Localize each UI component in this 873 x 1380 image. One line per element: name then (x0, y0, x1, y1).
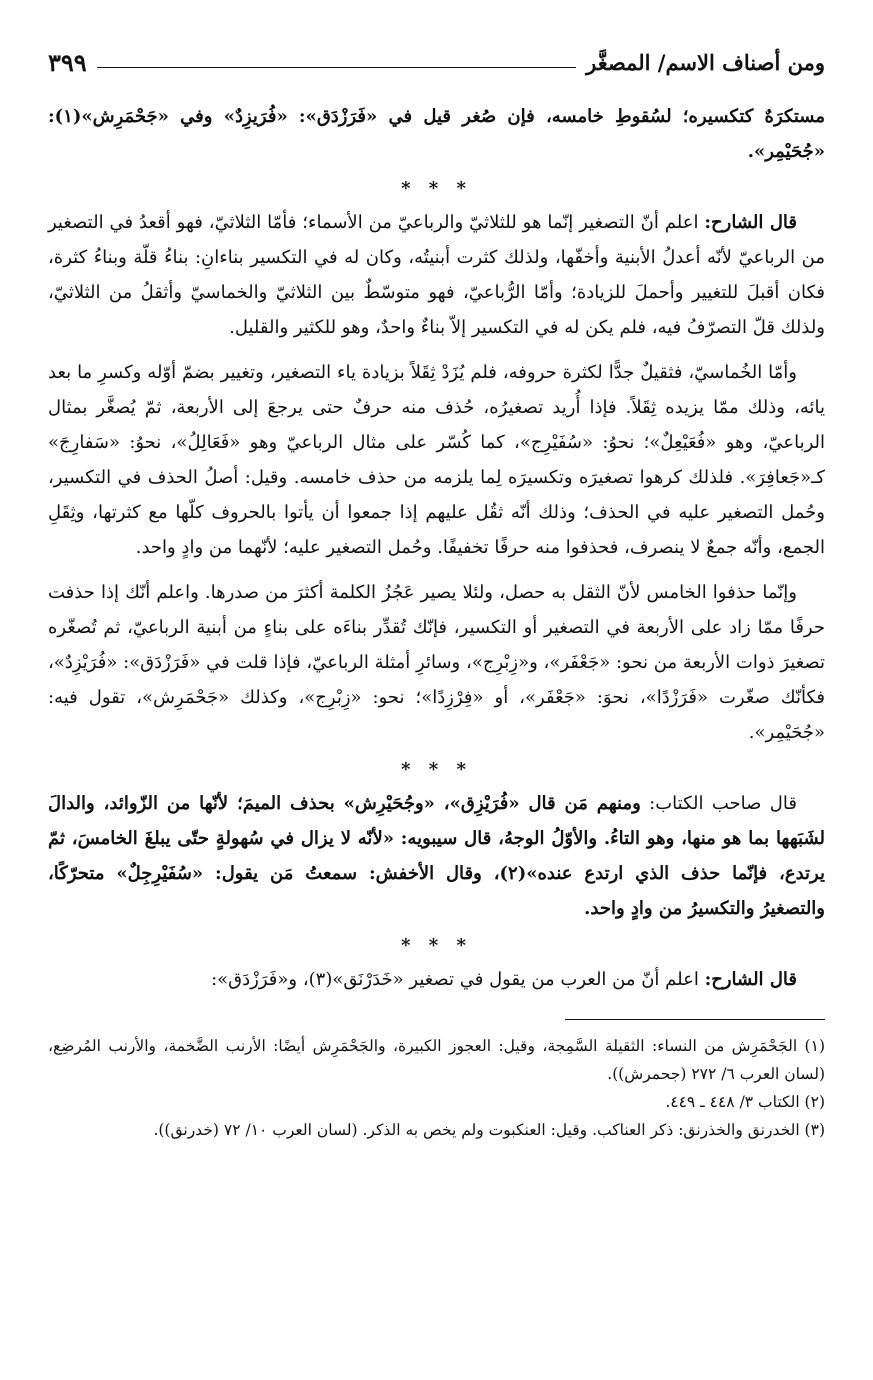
commentary-2-text: اعلم أنّ من العرب من يقول في تصغير «خَدَرْنَق»(٣)، و«فَرَزْدَق»: (211, 969, 699, 990)
text-block-1: مستكرَهٌ كتكسيره؛ لسُقوطِ خامسه، فإن صُغر قيل في «فَرَزْدَق»: «فُرَيزِدٌ» وفي «جَحْمَرِش»(١): «جُحَيْمِر». (48, 106, 825, 162)
paragraph-gap (48, 565, 825, 575)
paragraph-3: وإنّما حذفوا الخامس لأنّ الثقل به حصل، ولئلا يصير عَجُزُ الكلمة أكثرَ من صدرها. واعلم أنّك إذا حذفت حرفًا ممّا زاد على الأربعة في التصغير أو التكسير، فإنّك تُقدِّر بناءَه على بناءٍ من أبنية الرباعيّ، ثم تُصغّره تصغيرَ ذوات الأربعة من نحو: «جَعْفَر»، و«زِبْرِج»، وسائرِ أمثلة الرباعيّ، فإذا قلت في «فَرَزْدَق»: «فُرَيْزِدٌ»، فكأنّك صغّرت «فَرَزْدًا»، نحوَ: «جَعْفَر»، أو «فِرْزِدًا»؛ نحو: «زِبْرِج»، وكذلك «جَحْمَرِش»، تقول فيه: «جُحَيْمِر». (48, 582, 825, 743)
running-title: ومن أصناف الاسم/ المصغَّر (586, 50, 825, 75)
section-separator-3: * * * (401, 935, 472, 956)
author-text (48, 786, 825, 926)
commentary-2-lead: قال الشارح: (704, 969, 797, 990)
section-separator-2: * * * (401, 759, 472, 780)
footnote-3: (٣) الخدرنق والخذرنق: ذكر العناكب. وقيل: العنكبوت ولم يخص به الذكر. (لسان العرب ١٠/ ٧٢ (خدرنق)). (153, 1121, 825, 1139)
section-separator-1: * * * (401, 178, 472, 199)
commentary-1-text: اعلم أنّ التصغير إنّما هو للثلاثيّ والرباعيّ من الأسماء؛ فأمّا الثلاثيّ، فهو أقعدُ في التصغير من الرباعيّ لأنّه أعدلُ الأبنية وأخفّها، ولذلك كثرت أبنيتُه، وكان له في التكسير بناءانِ: بناءُ قلّة وبناءُ كثرة، فكان أقبلَ للتغيير وأحملَ للزيادة؛ وأمّا الرُّباعيّ، فهو متوسّطٌ بين الثلاثيّ والخماسيّ وأثقلُ من الثلاثيّ، ولذلك قلّ التصرّفُ فيه، فلم يكن له في التكسير إلاّ بناءٌ واحدٌ، وهو للكثير والقليل. (48, 212, 825, 338)
footnote-2: (٢) الكتاب ٣/ ٤٤٨ ـ ٤٤٩. (665, 1093, 825, 1111)
commentary-1 (48, 205, 825, 345)
author-text-body: ومنهم مَن قال «فُرَيْزِق»، «وجُحَيْرِش» بحذف الميمَ؛ لأنّها من الزّوائد، والدالَ لشَبَهها بما هو منها، وهو التاءُ. والأوّلُ الوجهُ، قال سيبويه: «لأنّه لا يزال في سُهولةٍ حتّى يبلغَ الخامسَ، ثمّ يرتدع، فإنّما حذف الذي ارتدع عنده»(٢)، وقال الأخفش: سمعتُ مَن يقول: «سُفَيْرِجِلٌ» متحرّكًا، والتصغيرُ والتكسيرُ من وادٍ واحد. (48, 793, 825, 919)
author-text-intro: قال صاحب الكتاب: (649, 793, 797, 814)
paragraph-2: وأمّا الخُماسيّ، فثقيلٌ جدًّا لكثرة حروفه، فلم يُزَدْ ثِقَلاً بزيادة ياء التصغير، وتغيير بضمّ أوّله وكسرِ ما بعد يائه، وذلك ممّا يزيده ثِقَلاً. فإذا أُريد تصغيرُه، حُذف منه حرفٌ حتى يرجعَ إلى الأربعة، ثمّ يُصغَّر بمثال الرباعيّ، وهو «فُعَيْعِلٌ»؛ نحوُ: «سُفَيْرِج»، كما كُسّر على مثال الرباعيّ وهو «فَعَالِلُ»، نحوُ: «سَفارِجَ» كـ«جَعافِرَ». فلذلك كرهوا تصغيرَه وتكسيرَه لِما يلزمه من حذف خامسه. وقيل: أصلُ الحذف في التكسير، وحُمل التصغير عليه في الحذف؛ وذلك أنّه ثقُل عليهم إذا جمعوا أن يأتوا بالحروف كلّها مع كثرتها، وثِقَلِ الجمع، وأنّه جمعٌ لا ينصرف، فحذفوا منه حرفًا تخفيفًا. وحُمل التصغير عليه؛ لأنّهما من وادٍ واحد. (48, 362, 825, 558)
paragraph-gap (48, 345, 825, 355)
footnote-1: (١) الجَحْمَرِش من النساء: الثقيلة السَّمِجة، وقيل: العجوز الكبيرة، والجَحْمَرِش أيضًا: الأرنب الضَّخمة، والأرنب المُرضِع، (لسان العرب ٦/ ٢٧٢ (جحمرش)). (48, 1037, 825, 1083)
commentary-1-lead: قال الشارح: (704, 212, 797, 233)
footnote-rule (565, 1019, 825, 1020)
commentary-2 (48, 962, 825, 997)
page-number: ٣٩٩ (48, 48, 87, 77)
running-header (48, 48, 825, 77)
header-rule (97, 67, 576, 68)
